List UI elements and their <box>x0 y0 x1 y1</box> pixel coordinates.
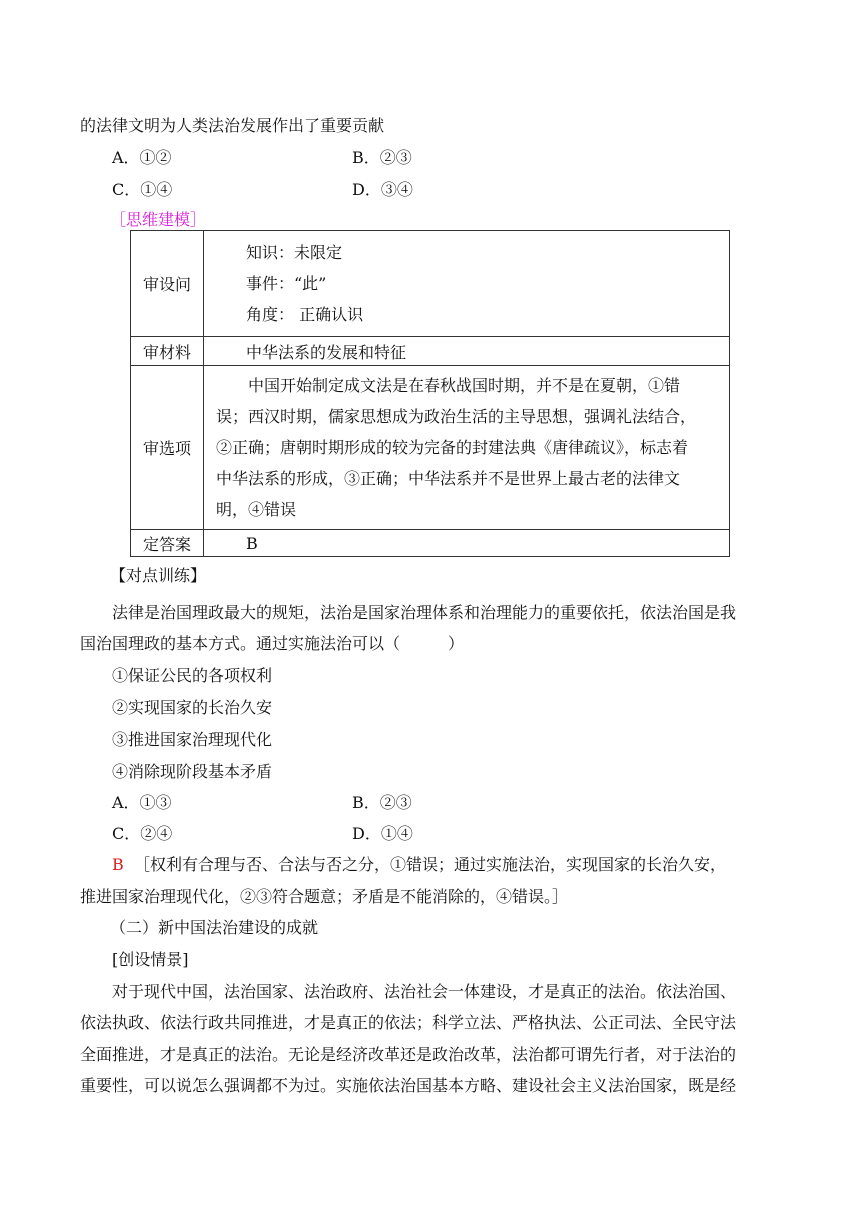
row-body <box>204 366 730 530</box>
q2-option-c: C．②④ <box>112 824 173 843</box>
q2-item: ③推进国家治理现代化 <box>112 730 273 749</box>
row-label: 审选项 <box>131 366 204 530</box>
q1-option-c: C．①④ <box>112 180 173 199</box>
row-body <box>204 231 730 337</box>
row-label: 审设问 <box>131 231 204 337</box>
table-row <box>131 337 730 366</box>
training-heading: 【对点训练】 <box>110 566 207 585</box>
q2-stem-line: 法律是治国理政最大的规矩，法治是国家治理体系和治理能力的重要依托，依法治国是我 <box>112 603 737 622</box>
q2-item: ④消除现阶段基本矛盾 <box>112 762 273 781</box>
question-event: 事件：“此” <box>246 274 327 293</box>
question-knowledge: 知识：未限定 <box>246 243 343 262</box>
row-body: 中华法系的发展和特征 <box>204 337 730 366</box>
section-title: （二）新中国法治建设的成就 <box>110 918 319 937</box>
q1-option-b: B．②③ <box>352 148 412 167</box>
intro-continuation: 的法律文明为人类法治发展作出了重要贡献 <box>80 116 385 135</box>
row-label: 定答案 <box>131 530 204 557</box>
scenario-line: 对于现代中国，法治国家、法治政府、法治社会一体建设，才是真正的法治。依法治国、 <box>112 982 737 1001</box>
q2-answer-letter: B <box>112 855 124 874</box>
q2-answer-explanation: ［权利有合理与否、合法与否之分，①错误；通过实施法治，实现国家的长治久安， <box>133 855 726 874</box>
q2-item: ①保证公民的各项权利 <box>112 666 273 685</box>
scenario-line: 重要性，可以说怎么强调都不为过。实施依法治国基本方略、建设社会主义法治国家，既是经 <box>80 1076 737 1095</box>
question-angle: 角度： 正确认识 <box>246 305 364 324</box>
table-row <box>131 366 730 530</box>
q2-stem-line: 国治国理政的基本方式。通过实施法治可以（ ） <box>80 634 465 653</box>
thinking-model-table <box>130 230 730 557</box>
q2-option-a: A．①③ <box>112 793 172 812</box>
q2-answer-line: 推进国家治理现代化，②③符合题意；矛盾是不能消除的，④错误。］ <box>80 887 569 906</box>
table-row <box>131 231 730 337</box>
row-body: B <box>204 530 730 557</box>
model-heading: ［思维建模］ <box>110 210 207 229</box>
q2-option-d: D．①④ <box>352 824 413 843</box>
analysis-line: 误；西汉时期，儒家思想成为政治生活的主导思想，强调礼法结合， <box>216 407 697 426</box>
analysis-line: ②正确；唐朝时期形成的较为完备的封建法典《唐律疏议》，标志着 <box>216 438 689 457</box>
scenario-heading: [创设情景] <box>112 950 189 969</box>
q2-option-b: B．②③ <box>352 793 412 812</box>
table-row <box>131 530 730 557</box>
q2-item: ②实现国家的长治久安 <box>112 698 273 717</box>
analysis-line: 中国开始制定成文法是在春秋战国时期，并不是在夏朝，①错 <box>248 376 681 395</box>
analysis-line: 明，④错误 <box>216 500 297 519</box>
q1-option-d: D．③④ <box>352 180 413 199</box>
row-label: 审材料 <box>131 337 204 366</box>
scenario-line: 依法执政、依法行政共同推进，才是真正的依法；科学立法、严格执法、公正司法、全民守法 <box>80 1013 737 1032</box>
q2-answer-line <box>112 855 726 875</box>
scenario-line: 全面推进，才是真正的法治。无论是经济改革还是政治改革，法治都可谓先行者，对于法治的 <box>80 1045 737 1064</box>
analysis-line: 中华法系的形成，③正确；中华法系并不是世界上最古老的法律文 <box>216 469 681 488</box>
q1-option-a: A．①② <box>112 148 172 167</box>
